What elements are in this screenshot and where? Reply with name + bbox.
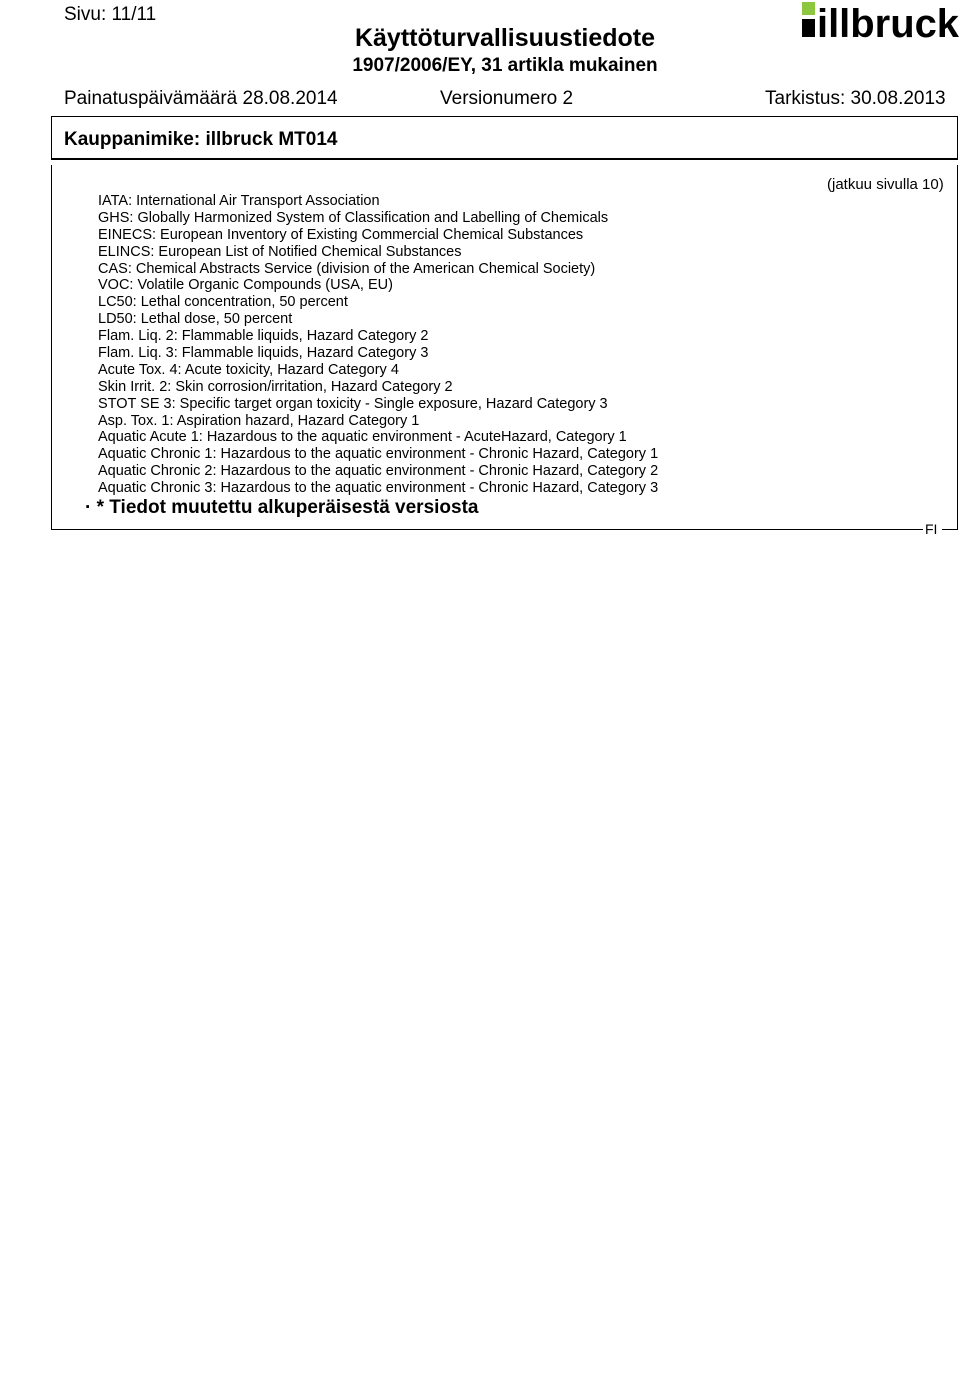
list-item: Acute Tox. 4: Acute toxicity, Hazard Category 4: [98, 361, 399, 378]
list-item: CAS: Chemical Abstracts Service (division of the American Chemical Society): [98, 260, 596, 277]
list-item: GHS: Globally Harmonized System of Classification and Labelling of Chemicals: [98, 209, 609, 226]
continued-note: (jatkuu sivulla 10): [827, 176, 944, 193]
logo-wordmark: illbruck: [817, 2, 960, 40]
list-item: STOT SE 3: Specific target organ toxicity - Single exposure, Hazard Category 3: [98, 395, 608, 412]
list-item: Asp. Tox. 1: Aspiration hazard, Hazard Category 1: [98, 412, 420, 429]
document-title: Käyttöturvallisuustiedote: [354, 24, 656, 52]
list-item: Aquatic Chronic 3: Hazardous to the aquatic environment - Chronic Hazard, Category 3: [98, 480, 659, 497]
list-item: Aquatic Chronic 1: Hazardous to the aquatic environment - Chronic Hazard, Category 1: [98, 446, 659, 463]
language-code: FI: [925, 521, 938, 537]
list-item: LD50: Lethal dose, 50 percent: [98, 311, 293, 328]
print-date: Painatuspäivämäärä 28.08.2014: [64, 88, 338, 109]
footer-divider: [51, 529, 923, 530]
list-item: Flam. Liq. 2: Flammable liquids, Hazard Category 2: [98, 328, 429, 345]
footer-divider-end: [942, 529, 958, 530]
list-item: LC50: Lethal concentration, 50 percent: [98, 294, 348, 311]
page-number: Sivu: 11/11: [64, 4, 157, 25]
list-item: ELINCS: European List of Notified Chemical Substances: [98, 243, 462, 260]
revision-date: Tarkistus: 30.08.2013: [765, 88, 946, 109]
change-note: · * Tiedot muutettu alkuperäisestä versiosta: [85, 497, 479, 518]
list-item: Skin Irrit. 2: Skin corrosion/irritation, Hazard Category 2: [98, 378, 453, 395]
list-item: Aquatic Chronic 2: Hazardous to the aquatic environment - Chronic Hazard, Category 2: [98, 463, 659, 480]
list-item: Flam. Liq. 3: Flammable liquids, Hazard Category 3: [98, 345, 429, 362]
document-subtitle: 1907/2006/EY, 31 artikla mukainen: [352, 55, 658, 76]
list-item: EINECS: European Inventory of Existing Commercial Chemical Substances: [98, 226, 584, 243]
list-item: Aquatic Acute 1: Hazardous to the aquatic environment - AcuteHazard, Category 1: [98, 429, 627, 446]
version-number: Versionumero 2: [440, 88, 574, 109]
illbruck-logo: [802, 2, 960, 40]
abbreviation-list: [98, 193, 658, 497]
product-name: Kauppanimike: illbruck MT014: [64, 129, 338, 150]
list-item: VOC: Volatile Organic Compounds (USA, EU): [98, 277, 393, 294]
list-item: IATA: International Air Transport Association: [98, 193, 380, 209]
